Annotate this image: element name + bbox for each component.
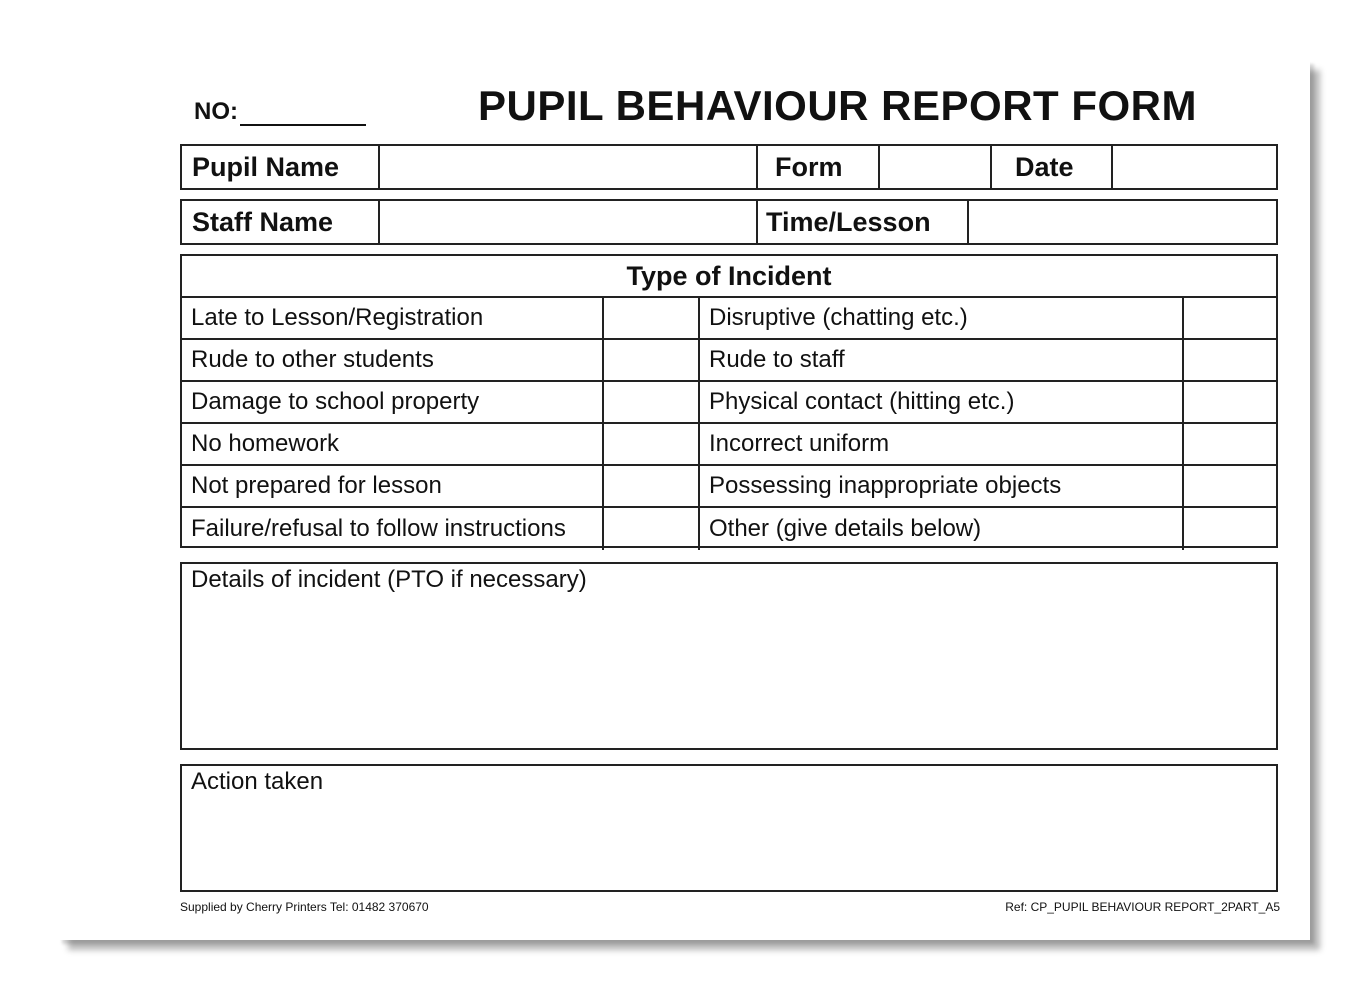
form-label: Form <box>758 146 880 188</box>
incident-row <box>182 382 1276 424</box>
form-number-label: NO: <box>194 98 238 125</box>
reference-note: Ref: CP_PUPIL BEHAVIOUR REPORT_2PART_A5 <box>1005 900 1280 914</box>
staff-name-label: Staff Name <box>182 201 380 243</box>
form-number <box>194 98 366 126</box>
details-label: Details of incident (PTO if necessary) <box>191 566 587 593</box>
staff-name-field[interactable] <box>380 201 758 243</box>
pupil-name-label: Pupil Name <box>182 146 380 188</box>
incident-row <box>182 508 1276 550</box>
incident-heading: Type of Incident <box>182 256 1276 298</box>
incident-label-left: Failure/refusal to follow instructions <box>182 508 604 550</box>
incident-checkbox-left[interactable] <box>604 424 700 464</box>
page-title: PUPIL BEHAVIOUR REPORT FORM <box>478 82 1197 129</box>
form-field[interactable] <box>880 146 992 188</box>
incident-checkbox-left[interactable] <box>604 508 700 550</box>
time-lesson-label: Time/Lesson <box>758 201 969 243</box>
staff-info-row <box>180 199 1278 245</box>
incident-checkbox-right[interactable] <box>1184 298 1276 338</box>
incident-label-right: Possessing inappropriate objects <box>700 466 1184 506</box>
incident-label-right: Physical contact (hitting etc.) <box>700 382 1184 422</box>
date-label: Date <box>992 146 1113 188</box>
incident-checkbox-left[interactable] <box>604 466 700 506</box>
incident-checkbox-left[interactable] <box>604 340 700 380</box>
pupil-info-row <box>180 144 1278 190</box>
incident-checkbox-right[interactable] <box>1184 424 1276 464</box>
incident-label-left: Damage to school property <box>182 382 604 422</box>
date-field[interactable] <box>1113 146 1276 188</box>
action-box[interactable] <box>180 764 1278 892</box>
incident-label-left: Not prepared for lesson <box>182 466 604 506</box>
incident-label-left: Late to Lesson/Registration <box>182 298 604 338</box>
incident-row <box>182 298 1276 340</box>
incident-checkbox-right[interactable] <box>1184 508 1276 550</box>
incident-row <box>182 424 1276 466</box>
incident-label-right: Rude to staff <box>700 340 1184 380</box>
incident-label-left: No homework <box>182 424 604 464</box>
form-number-field[interactable] <box>240 102 366 126</box>
action-label: Action taken <box>191 768 324 795</box>
incident-checkbox-right[interactable] <box>1184 340 1276 380</box>
incident-table <box>180 254 1278 548</box>
incident-checkbox-right[interactable] <box>1184 382 1276 422</box>
incident-row <box>182 340 1276 382</box>
form-page <box>58 60 1310 940</box>
incident-label-right: Disruptive (chatting etc.) <box>700 298 1184 338</box>
details-box[interactable] <box>180 562 1278 750</box>
incident-checkbox-left[interactable] <box>604 382 700 422</box>
incident-checkbox-left[interactable] <box>604 298 700 338</box>
incident-checkbox-right[interactable] <box>1184 466 1276 506</box>
supplier-note: Supplied by Cherry Printers Tel: 01482 370670 <box>180 900 429 914</box>
incident-label-right: Incorrect uniform <box>700 424 1184 464</box>
incident-label-left: Rude to other students <box>182 340 604 380</box>
time-lesson-field[interactable] <box>969 201 1276 243</box>
incident-label-right: Other (give details below) <box>700 508 1184 550</box>
incident-row <box>182 466 1276 508</box>
pupil-name-field[interactable] <box>380 146 758 188</box>
